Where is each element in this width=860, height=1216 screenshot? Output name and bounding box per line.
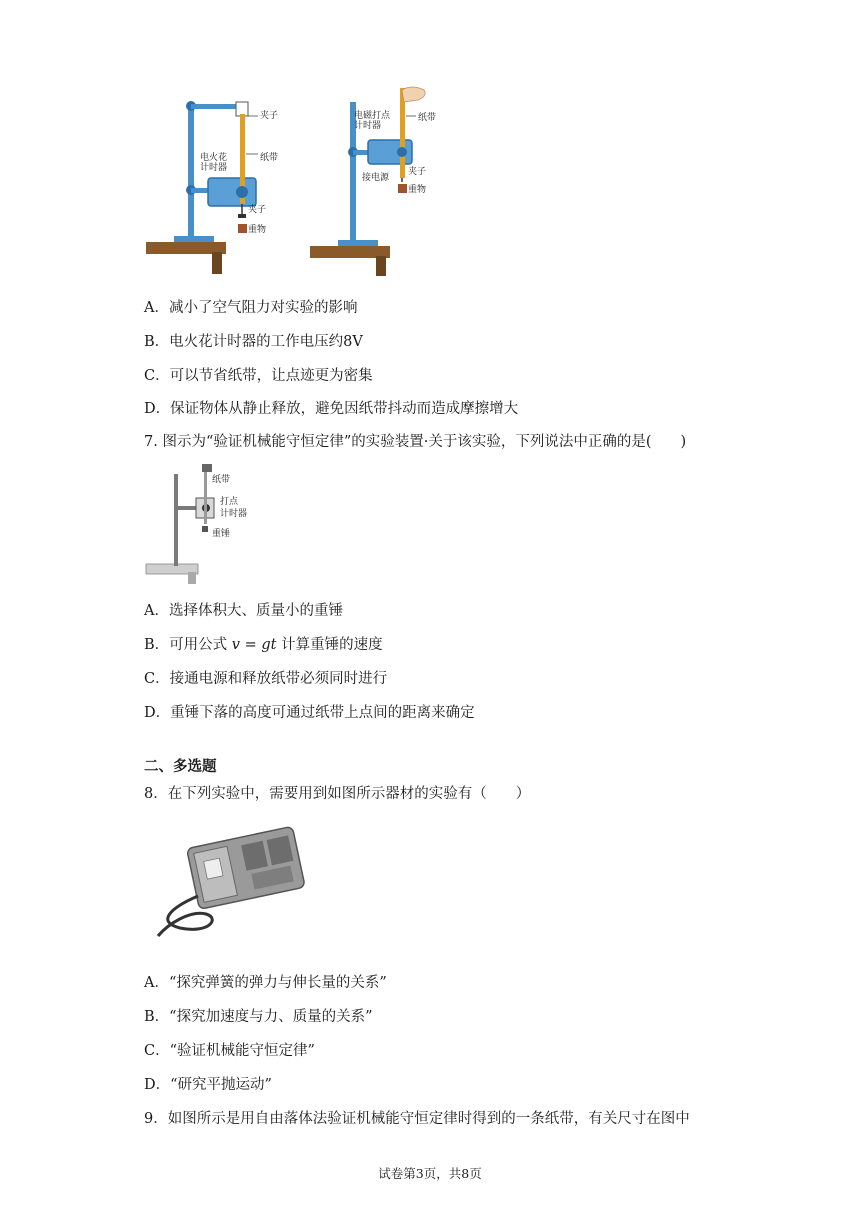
var-v: v [231, 637, 240, 653]
q6-option-d: D．保证物体从静止释放，避免因纸带抖动而造成摩擦增大 [144, 401, 519, 417]
spark-timer-apparatus [146, 101, 278, 274]
label-timer-2: 计时器 [220, 509, 248, 519]
q9-stem: 9．如图所示是用自由落体法验证机械能守恒定律时得到的一条纸带，有关尺寸在图中 [144, 1111, 690, 1127]
figure-spark-and-electromagnetic-timers [144, 84, 444, 278]
label-spark-timer-2: 计时器 [200, 163, 228, 173]
q8-option-c: C．“验证机械能守恒定律” [144, 1043, 315, 1059]
label-power: 接电源 [362, 173, 390, 183]
label-em-timer-1: 电磁打点 [354, 111, 391, 121]
q6-option-a: A．减小了空气阻力对实验的影响 [144, 300, 358, 316]
label-tape: 纸带 [212, 475, 231, 485]
label-tape-right: 纸带 [418, 113, 437, 123]
label-clamp-top: 夹子 [260, 111, 279, 121]
label-hammer: 重锤 [212, 529, 231, 539]
electromagnetic-timer-apparatus [310, 87, 436, 276]
q6-option-c: C．可以节省纸带，让点迹更为密集 [144, 368, 373, 384]
var-t: t [270, 637, 277, 653]
q7-stem: 7. 图示为“验证机械能守恒定律”的实验装置·关于该实验，下列说法中正确的是( ) [144, 434, 687, 450]
label-weight-left: 重物 [248, 225, 267, 235]
q8-option-d: D．“研究平抛运动” [144, 1077, 272, 1093]
label-spark-timer-1: 电火花 [200, 153, 228, 163]
label-clamp-right: 夹子 [408, 167, 427, 177]
q7-option-b: B．可用公式 v = gt 计算重锤的速度 [144, 637, 383, 653]
var-g: g [261, 637, 271, 653]
q7-option-a: A．选择体积大、质量小的重锤 [144, 603, 343, 619]
q8-option-b: B．“探究加速度与力、质量的关系” [144, 1009, 373, 1025]
q8-stem: 8．在下列实验中，需要用到如图所示器材的实验有（ ） [144, 786, 531, 802]
q7-option-c: C．接通电源和释放纸带必须同时进行 [144, 671, 388, 687]
figure-mechanical-energy-apparatus [144, 460, 264, 584]
q8-option-a: A．“探究弹簧的弹力与伸长量的关系” [144, 975, 387, 991]
label-tape-left: 纸带 [260, 153, 279, 163]
label-clamp-bottom: 夹子 [248, 205, 267, 215]
q7-option-d: D．重锤下落的高度可通过纸带上点间的距离来确定 [144, 705, 475, 721]
figure-timer-power-supply [150, 818, 330, 948]
label-weight-right: 重物 [408, 185, 427, 195]
label-timer-1: 打点 [220, 497, 239, 507]
label-em-timer-2: 计时器 [354, 121, 382, 131]
q6-option-b: B．电火花计时器的工作电压约8V [144, 334, 363, 350]
page-footer: 试卷第3页，共8页 [378, 1166, 482, 1181]
section-title-multiple-choice: 二、多选题 [144, 759, 217, 775]
